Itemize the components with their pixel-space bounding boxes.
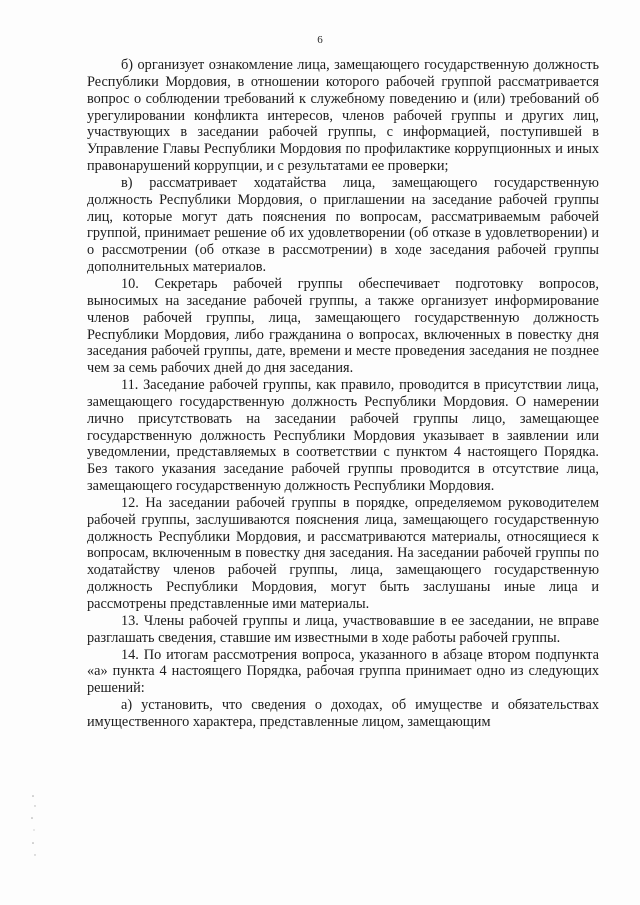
- scan-dots-icon: [30, 792, 38, 862]
- paragraph-14-decisions: 14. По итогам рассмотрения вопроса, указанного в абзаце втором подпункта «а» пункта 4 настоящего Порядка, рабочая группа принимает одно из следующих решений:: [87, 646, 599, 697]
- paragraph-13-confidentiality: 13. Члены рабочей группы и лица, участвовавшие в ее заседании, не вправе разглашать сведения, ставшие им известными в ходе работы рабочей группы.: [87, 612, 599, 646]
- paragraph-v-petitions: в) рассматривает ходатайства лица, замещающего государственную должность Республики Мордовия, о приглашении на заседание рабочей группы лиц, которые могут дать пояснения по вопросам, рассматриваемым рабочей группой, принимает решение об их удовлетворении (об отказе в удовлетворении) и о рассмотрении (об отказе в рассмотрении) в ходе заседания рабочей группы дополнительных материалов.: [87, 174, 599, 276]
- paragraph-a-establish: а) установить, что сведения о доходах, об имуществе и обязательствах имущественного характера, представленные лицом, замещающим: [87, 697, 599, 730]
- paragraph-11-meeting-presence: 11. Заседание рабочей группы, как правило, проводится в присутствии лица, замещающего государственную должность Республики Мордовия. О намерении лично присутствовать на заседании рабочей группы лицо, замещающее государственную должность Республики Мордовия указывает в заявлении или уведомлении, представляемых в соответствии с пунктом 4 настоящего Порядка. Без такого указания заседание рабочей группы проводится в отсутствие лица, замещающего государственную должность Республики Мордовия.: [87, 377, 599, 495]
- scan-edge-artifact: [30, 792, 38, 862]
- paragraph-10-secretary: 10. Секретарь рабочей группы обеспечивает подготовку вопросов, выносимых на заседание рабочей группы, а также организует информирование членов рабочей группы, лица, замещающего государственную должность Республики Мордовия, либо гражданина о вопросах, включенных в повестку дня заседания рабочей группы, дате, времени и месте проведения заседания не позднее чем за семь рабочих дней до дня заседания.: [87, 275, 599, 377]
- page-number: 6: [317, 34, 323, 46]
- document-body: [87, 57, 599, 731]
- paragraph-b-familiarization: б) организует ознакомление лица, замещающего государственную должность Республики Мордовия, в отношении которого рабочей группой рассматривается вопрос о соблюдении требований к служебному поведению и (или) требований об урегулировании конфликта интересов, членов рабочей группы и других лиц, участвующих в заседании рабочей группы, с информацией, поступившей в Управление Главы Республики Мордовия по профилактике коррупционных и иных правонарушений коррупции, и с результатами ее проверки;: [87, 57, 599, 175]
- paragraph-12-meeting-procedure: 12. На заседании рабочей группы в порядке, определяемом руководителем рабочей группы, заслушиваются пояснения лица, замещающего государственную должность Республики Мордовия, и рассматриваются материалы, относящиеся к вопросам, включенным в повестку дня заседания. На заседании рабочей группы по ходатайству членов рабочей группы, лица, замещающего государственную должность Республики Мордовия, могут быть заслушаны иные лица и рассмотрены представленные ими материалы.: [87, 494, 599, 612]
